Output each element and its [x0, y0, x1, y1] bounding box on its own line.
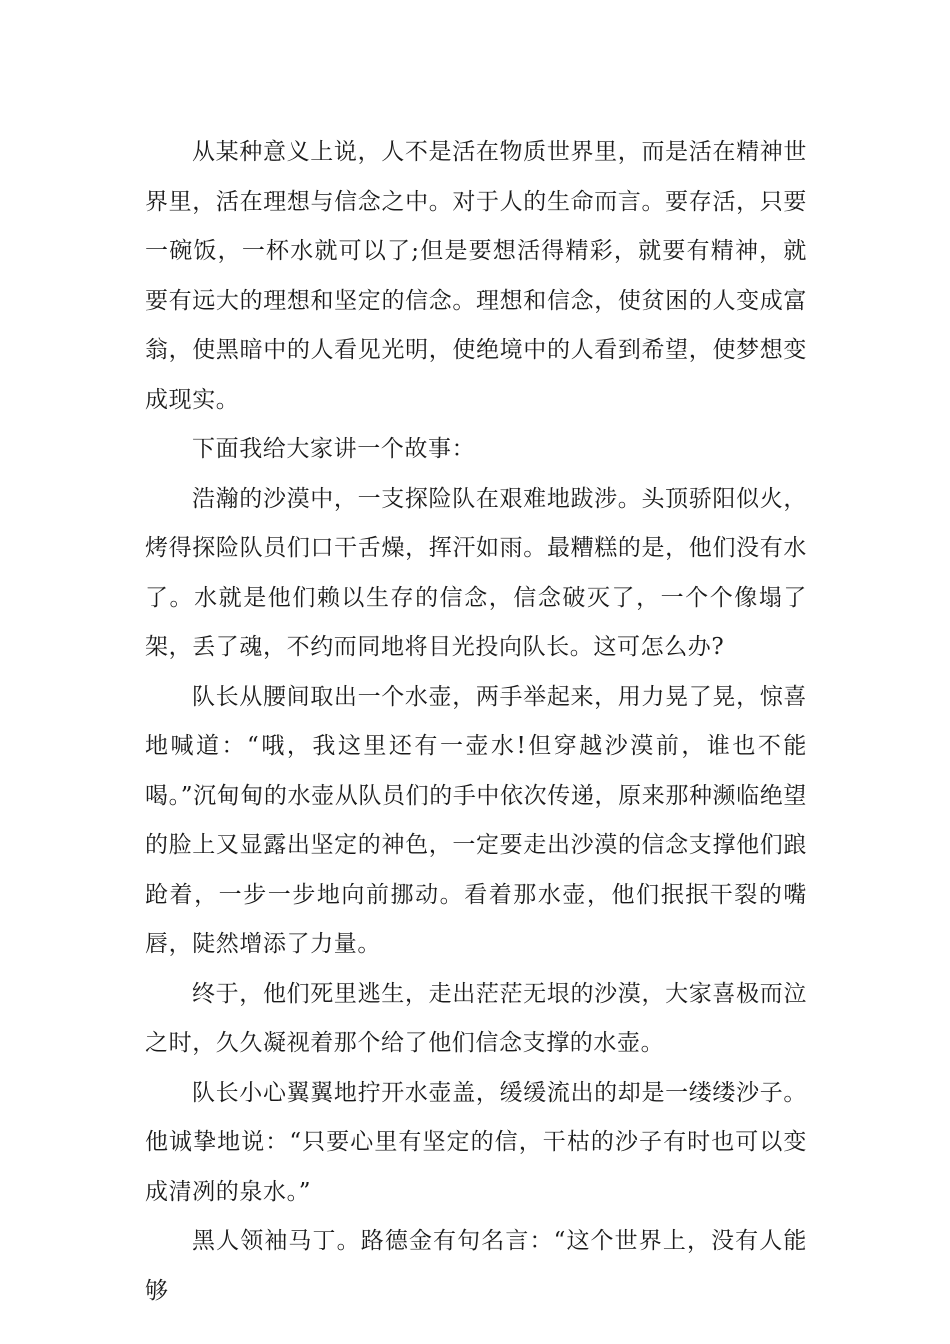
paragraph-3: 浩瀚的沙漠中，一支探险队在艰难地跋涉。头顶骄阳似火，烤得探险队员们口干舌燥，挥汗如雨。最糟糕的是，他们没有水了。水就是他们赖以生存的信念，信念破灭了，一个个像塌了架，丢了魂，不约而同地将目光投向队长。这可怎么办?	[145, 485, 807, 660]
paragraph-6: 队长小心翼翼地拧开水壶盖，缓缓流出的却是一缕缕沙子。他诚挚地说：“只要心里有坚定的信，干枯的沙子有时也可以变成清冽的泉水。”	[145, 1079, 807, 1205]
paragraph-2: 下面我给大家讲一个故事：	[192, 436, 476, 462]
paragraph-7: 黑人领袖马丁。路德金有句名言：“这个世界上，没有人能够	[145, 1228, 807, 1304]
paragraph-5: 终于，他们死里逃生，走出茫茫无垠的沙漠，大家喜极而泣之时，久久凝视着那个给了他们信念支撑的水壶。	[145, 980, 807, 1056]
document-body	[145, 128, 807, 1316]
paragraph-4: 队长从腰间取出一个水壶，两手举起来，用力晃了晃，惊喜地喊道：“哦，我这里还有一壶水!但穿越沙漠前，谁也不能喝。”沉甸甸的水壶从队员们的手中依次传递，原来那种濒临绝望的脸上又显露出坚定的神色，一定要走出沙漠的信念支撑他们踉跄着，一步一步地向前挪动。看着那水壶，他们抿抿干裂的嘴唇，陡然增添了力量。	[145, 683, 807, 957]
paragraph-1: 从某种意义上说，人不是活在物质世界里，而是活在精神世界里，活在理想与信念之中。对于人的生命而言。要存活，只要一碗饭，一杯水就可以了;但是要想活得精彩，就要有精神，就要有远大的理想和坚定的信念。理想和信念，使贫困的人变成富翁，使黑暗中的人看见光明，使绝境中的人看到希望，使梦想变成现实。	[145, 139, 807, 413]
